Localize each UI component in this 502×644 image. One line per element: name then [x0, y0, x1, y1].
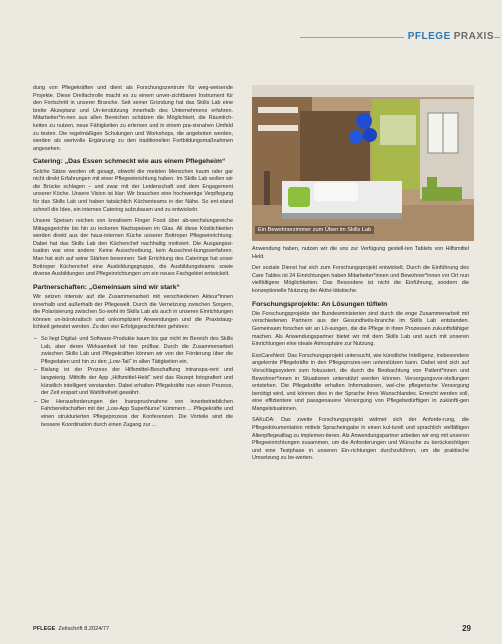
room-illustration [252, 85, 474, 241]
journal-info [33, 626, 109, 632]
right-paragraph-2: Der soziale Dienst hat sich zum Forschungsprojekt entwickelt. Durch die Einführung des Care Tables ist 24 Einrichtungen haben Mitarbeiter*innen und Bewohner*innen vor Ort nun vielfältigere Möglichkeiten. Das Besondere ist nicht die Einführung, sondern die konzeptionelle Nutzung der Aktivi-tätstische. [252, 265, 469, 294]
journal-sub: Zeitschrift [58, 626, 83, 632]
right-column [252, 246, 469, 467]
exocare-paragraph: ExoCareNext: Das Forschungsprojekt untersucht, wie künstliche Intelligenz, insbesondere angelernte Pflegekräfte in den Pflegeprozes-sen unterstützen kann. Dabei wird sich auf Vorschlagssystem zum fokussiert, die durch die Beobachtung von Patient*innen und Bewohner*innen in Situationen unterstützt werden können. Versorgungsvor-stellungen entstehen. Die Pflegekräfte erhalten Informationen, wel-che pflegerische Versorgung benötigt wird, und können dies in der Sprache ihres Wunschlandes. Erreicht werden soll, eine effizientere und passgenauere Versorgung von Pflegebedürftigen in zukünfti-gen Mangelsituationen. [252, 352, 469, 412]
issue-number: 8.2024/77 [84, 626, 110, 632]
catering-paragraph-2: Unsere Speisen reichen von kreativem Finger Food über ab-wechslungsreiche Mittagsgerichte bis hin zu leckeren Nachspeisen im Glas. All diese Köstlichkeiten werden direkt aus der haus-internen Küche unserer Bottroper Pflegeeinrichtung. Dabei hat das Skills Lab den Küchenchef nachhaltig motiviert. Die Ausgangssi-tuation war eine andere: Keine Ausschreibung, kein Ausschrei-bungsverfahren. Man hat sich auf seine Stärken besonnen: Seit Errichtung des Caterings hat unser Bottroper Küchenchef eine Ausbildungsgruppe, die Ausbildungsteams sowie diverse Ausbildungen und Pflegeinrichtungen um ein neues Fachgebiet entwickelt. [33, 218, 233, 278]
partnerships-list [33, 336, 233, 429]
list-item: – Bislang ist der Prozess der Hilfsmittel-Beschaffung intranspa-rent und langwierig. Mithilfe der App „Hilfsmittel-Held“ wird das Rezept fotografiert und künstlich intelligent verstanden. Dabei erhalten Pflegekräfte nun einen Prozess, der Zeit erspart und Wahlfreiheit gewährt. [41, 367, 233, 397]
list-item: – Die Herausforderungen der Inanspruchnahme von innerbetrieblichen Fahrbereitschaften mit der „Low-App SuperNurse“ kümmern ... Pflegekräfte und einen strukturierten Pflegeprozess der Konferenzen. Die Vorteile sind die bessere Koordination durch einen Zugang zur ... [41, 399, 233, 429]
partnerships-paragraph: Wir setzen intensiv auf die Zusammenarbeit mit verschiedenen Akteur*innen innerhalb und außerhalb der Pflegewelt. Durch die Vernetzung zwischen Sorgern, die Polarisierung zwischen So-wohl im Skills Lab als auch in unseren Einrichtungen können un-bürokratisch und unkompliziert Anwendungen und die Praxistaug-lichkeit getestet werden. Zu den vier Erfolgsgeschichten gehören: [33, 294, 233, 331]
journal-name: PFLEGE [33, 626, 56, 632]
left-column [33, 85, 233, 432]
heading-research: Forschungsprojekte: An Lösungen tüfteln [252, 300, 388, 308]
heading-catering: Catering: „Das Essen schmeckt wie aus einem Pflegeheim“ [33, 158, 226, 166]
section-subname: PRAXIS [453, 31, 494, 42]
photo-caption: Ein Bewohnerzimmer zum Üben im Skills Lab [255, 226, 374, 234]
intro-paragraph: dung von Pflegekräften und dient als Forschungszentrum für weg-weisende Projekte. Diese Dreifachrolle macht es zu einem unver-zichtbaren Instrument für den Fortschritt in unserer Branche. Seit seiner Gründung hat das Skills Lab eine breite Akzeptanz und Un-terstützung innerhalb des Unternehmens erfahren. Mitarbeiter*in-nen aus allen Bereichen schätzen die Möglichkeit, die Räumlich-keiten zu nutzen, neue Fähigkeiten zu erlernen und in einem pra-xisnahen Umfeld zu testen. Die regelmäßigen Schulungen und Workshops, die angeboten werden, werden als wertvolle Ergänzung zu den traditionellen Fortbildungsmaßnahmen angesehen. [33, 85, 233, 152]
catering-paragraph: Solche Sätze werden oft gesagt, obwohl die meisten Menschen kaum oder gar nicht direkt Erfahrungen mit einer Pflegeeinrichtung haben. Im Skills Lab wollen wir die Brücke schlagen – und zwar mit der Leidenschaft und dem Engagement unserer Köche. Unsere Vision ist klar: Wir brauchen eine hochwertige Verpflegung für das Skills Lab und haben tatsächlich Küchenteams in der Nähe. So ent-stand schnell die Idee, ein internes Catering aufzubauen und zu entwickeln. [33, 168, 233, 213]
section-name: PFLEGE [407, 31, 451, 42]
right-paragraph-1: Anwendung haben, nutzen wir die uns zur Verfügung gestell-ten Tablets von Hilfsmittel Held. [252, 246, 469, 260]
page-footer [33, 626, 471, 636]
heading-partnerships: Partnerschaften: „Gemeinsam sind wir stark“ [33, 283, 180, 291]
section-header [404, 31, 494, 42]
page-number: 29 [462, 624, 471, 633]
room-photo [252, 85, 474, 241]
list-item: – So liegt Digital- und Software-Produkte kaum bis gar nicht im Bereich des Skills Lab, aber deren Wirksamkeit ist hier prüfbar. Durch die Zusammenarbeit zwischen Skills Lab und Pflegekräften können wir von der Förderung über die Pflegedaten und hin zu den „Low-Tail“ in allen Tätigkeiten ein. [41, 336, 233, 366]
research-paragraph: Die Forschungsprojekte der Bundesministerien sind durch die enge Zusammenarbeit mit verschiedenen Partnern aus der Gesundheits-branche im Skills Lab entstanden. Gemeinsam forschen wir an Lö-sungen, die die Pflege in ihren Prozessen zukunftsfähiger machen. Als Anwendungspartner bietet wir mit dem Skills Lab und auch mit unseren Einrichtungen eine ideale Atmosphäre zur Nutzung. [252, 310, 469, 348]
sakuda-paragraph: SAKuDA: Das zweite Forschungsprojekt widmet sich der Anforde-rung, die Pflegedokumentation mittels Spracheingabe in einen kul-turell und sprachlich vielfältigen Altenpflegealltag zu implemen-tieren. Als Anwendungspartner arbeiten wir eng mit unseren Pflegeeinrichtungen zusammen, um die Anforderungen und Wünsche zu berücksichtigen und eine Testphase in unseren Ein-richtungen durchzuführen, um die praktische Umsetzung zu be-werten. [252, 417, 469, 462]
